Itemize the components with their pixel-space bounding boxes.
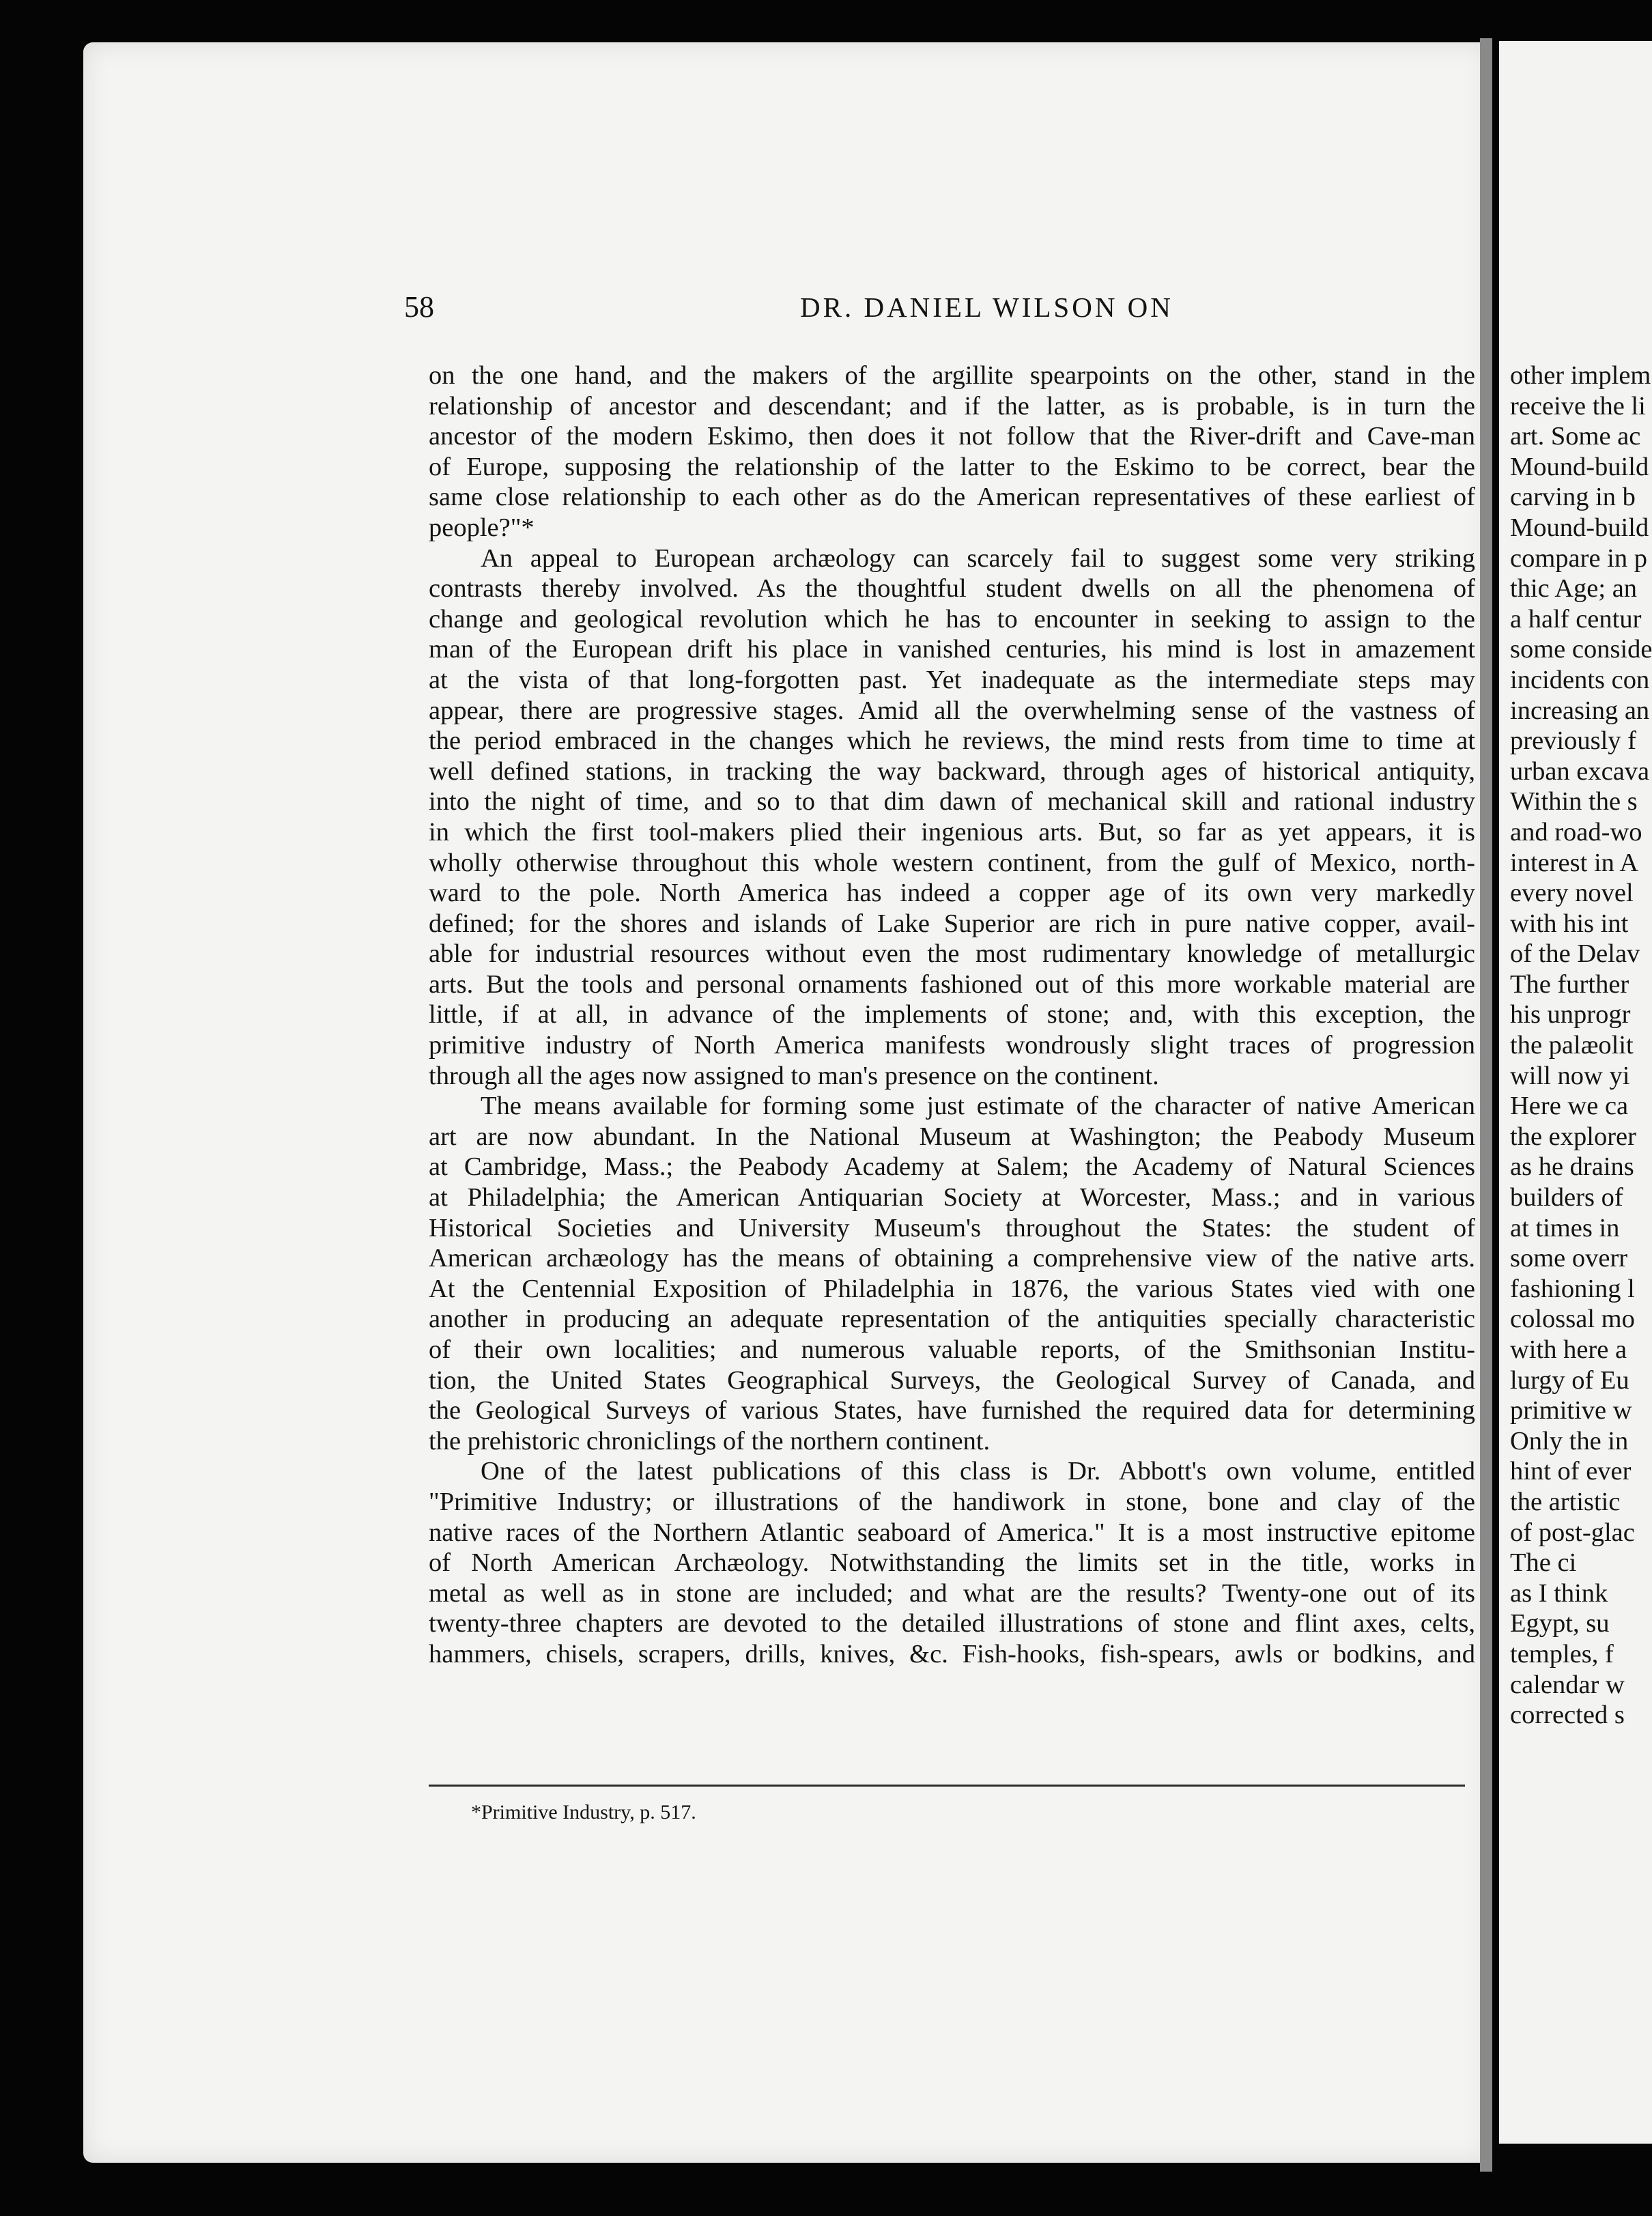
text-line: same close relationship to each other as do the American representatives of these earliest of xyxy=(429,483,1475,512)
facing-text-line: compare in p xyxy=(1510,543,1647,573)
facing-text-line: his unprogr xyxy=(1510,1000,1631,1029)
text-line: One of the latest publications of this class is Dr. Abbott's own volume, entitled xyxy=(481,1457,1475,1486)
page-header xyxy=(404,289,1481,330)
text-line: in which the first tool-makers plied their ingenious arts. But, so far as yet appears, it is xyxy=(429,817,1475,847)
text-line: ward to the pole. North America has indeed a copper age of its own very markedly xyxy=(429,879,1475,908)
text-line: American archæology has the means of obtaining a comprehensive view of the native arts. xyxy=(429,1244,1475,1273)
text-line: of North American Archæology. Notwithstanding the limits set in the title, works in xyxy=(429,1548,1475,1578)
page-number: 58 xyxy=(404,290,434,324)
body-text xyxy=(429,360,1475,1670)
text-line: twenty-three chapters are devoted to the detailed illustrations of stone and flint axes, celts, xyxy=(429,1609,1475,1638)
text-line: another in producing an adequate representation of the antiquities specially characteristic xyxy=(429,1305,1475,1334)
facing-text-line: previously f xyxy=(1510,726,1636,756)
text-line: metal as well as in stone are included; and what are the results? Twenty-one out of its xyxy=(429,1578,1475,1608)
facing-text-line: art. Some ac xyxy=(1510,422,1641,451)
facing-text-line: urban excava xyxy=(1510,756,1650,786)
facing-text-line: as I think xyxy=(1510,1578,1608,1608)
facing-text-line: the explorer xyxy=(1510,1122,1636,1151)
book-gutter xyxy=(1480,38,1492,2172)
facing-text-line: hint of ever xyxy=(1510,1457,1632,1486)
text-line: native races of the Northern Atlantic seaboard of America." It is a most instructive epitome xyxy=(429,1518,1475,1547)
text-line: the period embraced in the changes which he reviews, the mind rests from time to time at xyxy=(429,726,1475,756)
text-line: on the one hand, and the makers of the argillite spearpoints on the other, stand in the xyxy=(429,361,1475,390)
facing-text-line: The ci xyxy=(1510,1548,1577,1578)
text-line: Historical Societies and University Museum's throughout the States: the student of xyxy=(429,1213,1475,1242)
text-line: change and geological revolution which he has to encounter in seeking to assign to the xyxy=(429,604,1475,634)
facing-text-line: with his int xyxy=(1510,909,1629,938)
facing-text-line: other implem xyxy=(1510,361,1651,390)
facing-text-line: carving in b xyxy=(1510,483,1636,512)
facing-text-line: The further xyxy=(1510,969,1629,999)
facing-text-line: thic Age; an xyxy=(1510,574,1638,603)
running-title: DR. DANIEL WILSON ON xyxy=(800,292,1173,323)
text-line: hammers, chisels, scrapers, drills, knives, &c. Fish-hooks, fish-spears, awls or bodkins, and xyxy=(429,1639,1475,1668)
text-line: An appeal to European archæology can scarcely fail to suggest some very striking xyxy=(481,543,1475,573)
facing-text-line: Within the s xyxy=(1510,787,1638,816)
text-line: able for industrial resources without even the most rudimentary knowledge of metallurgic xyxy=(429,939,1475,969)
facing-text-line: corrected s xyxy=(1510,1701,1625,1730)
facing-text-line: some overr xyxy=(1510,1244,1628,1273)
facing-text-line: some conside xyxy=(1510,635,1652,664)
facing-text-line: temples, f xyxy=(1510,1639,1614,1668)
facing-text-line: as he drains xyxy=(1510,1152,1634,1182)
text-line: at Philadelphia; the American Antiquarian Society at Worcester, Mass.; and in various xyxy=(429,1183,1475,1212)
text-line: at the vista of that long-forgotten past. Yet inadequate as the intermediate steps may xyxy=(429,665,1475,694)
text-line: at Cambridge, Mass.; the Peabody Academy at Salem; the Academy of Natural Sciences xyxy=(429,1152,1475,1182)
facing-text-line: increasing an xyxy=(1510,696,1650,725)
text-line: defined; for the shores and islands of Lake Superior are rich in pure native copper, avail- xyxy=(429,909,1475,938)
text-line: well defined stations, in tracking the way backward, through ages of historical antiquity, xyxy=(429,756,1475,786)
facing-text-line: receive the li xyxy=(1510,391,1646,421)
facing-text-line: Mound-build xyxy=(1510,452,1649,481)
facing-text-line: and road-wo xyxy=(1510,817,1642,847)
text-line: the prehistoric chroniclings of the northern continent. xyxy=(429,1426,991,1455)
facing-text-line: of the Delav xyxy=(1510,939,1640,969)
facing-text-line: will now yi xyxy=(1510,1061,1630,1090)
facing-page xyxy=(1499,41,1652,2144)
facing-text-line: every novel xyxy=(1510,879,1634,908)
facing-text-line: Egypt, su xyxy=(1510,1609,1610,1638)
footnote-rule xyxy=(429,1785,1465,1787)
text-line: tion, the United States Geographical Surveys, the Geological Survey of Canada, and xyxy=(429,1365,1475,1395)
text-line: wholly otherwise throughout this whole western continent, from the gulf of Mexico, north- xyxy=(429,848,1475,877)
facing-text-line: primitive w xyxy=(1510,1396,1632,1425)
text-line: primitive industry of North America manifests wondrously slight traces of progression xyxy=(429,1031,1475,1060)
text-line: man of the European drift his place in vanished centuries, his mind is lost in amazement xyxy=(429,635,1475,664)
facing-text-line: with here a xyxy=(1510,1335,1627,1364)
facing-text-line: colossal mo xyxy=(1510,1305,1635,1334)
text-line: little, if at all, in advance of the implements of stone; and, with this exception, the xyxy=(429,1000,1475,1029)
facing-text-line: the palæolit xyxy=(1510,1031,1634,1060)
facing-page-text xyxy=(1499,360,1652,1731)
facing-text-line: lurgy of Eu xyxy=(1510,1365,1629,1395)
facing-text-line: Mound-build xyxy=(1510,513,1649,542)
text-line: The means available for forming some just estimate of the character of native American xyxy=(481,1092,1475,1121)
facing-text-line: a half centur xyxy=(1510,604,1642,634)
facing-text-line: Here we ca xyxy=(1510,1092,1629,1121)
facing-text-line: builders of xyxy=(1510,1183,1623,1212)
text-line: into the night of time, and so to that dim dawn of mechanical skill and rational industry xyxy=(429,787,1475,816)
text-line: of Europe, supposing the relationship of the latter to the Eskimo to be correct, bear the xyxy=(429,452,1475,481)
text-line: arts. But the tools and personal ornaments fashioned out of this more workable material are xyxy=(429,969,1475,999)
text-line: relationship of ancestor and descendant; and if the latter, as is probable, is in turn the xyxy=(429,391,1475,421)
text-line: "Primitive Industry; or illustrations of the handiwork in stone, bone and clay of the xyxy=(429,1487,1475,1516)
text-line: through all the ages now assigned to man's presence on the continent. xyxy=(429,1061,1159,1090)
text-line: art are now abundant. In the National Museum at Washington; the Peabody Museum xyxy=(429,1122,1475,1151)
facing-text-line: of post-glac xyxy=(1510,1518,1635,1547)
facing-text-line: interest in A xyxy=(1510,848,1639,877)
text-line: of their own localities; and numerous valuable reports, of the Smithsonian Institu- xyxy=(429,1335,1475,1364)
facing-text-line: Only the in xyxy=(1510,1426,1629,1455)
text-line: appear, there are progressive stages. Amid all the overwhelming sense of the vastness of xyxy=(429,696,1475,725)
text-line: ancestor of the modern Eskimo, then does it not follow that the River-drift and Cave-man xyxy=(429,422,1475,451)
text-line: the Geological Surveys of various States, have furnished the required data for determining xyxy=(429,1396,1475,1425)
facing-text-line: incidents con xyxy=(1510,665,1650,694)
text-line: people?"* xyxy=(429,513,535,542)
facing-text-line: at times in xyxy=(1510,1213,1620,1242)
facing-text-line: calendar w xyxy=(1510,1670,1625,1699)
footnote: *Primitive Industry, p. 517. xyxy=(471,1801,696,1823)
facing-text-line: fashioning l xyxy=(1510,1274,1635,1303)
facing-text-line: the artistic xyxy=(1510,1487,1621,1516)
text-line: contrasts thereby involved. As the thoughtful student dwells on all the phenomena of xyxy=(429,574,1475,603)
text-line: At the Centennial Exposition of Philadelphia in 1876, the various States vied with one xyxy=(429,1274,1475,1303)
